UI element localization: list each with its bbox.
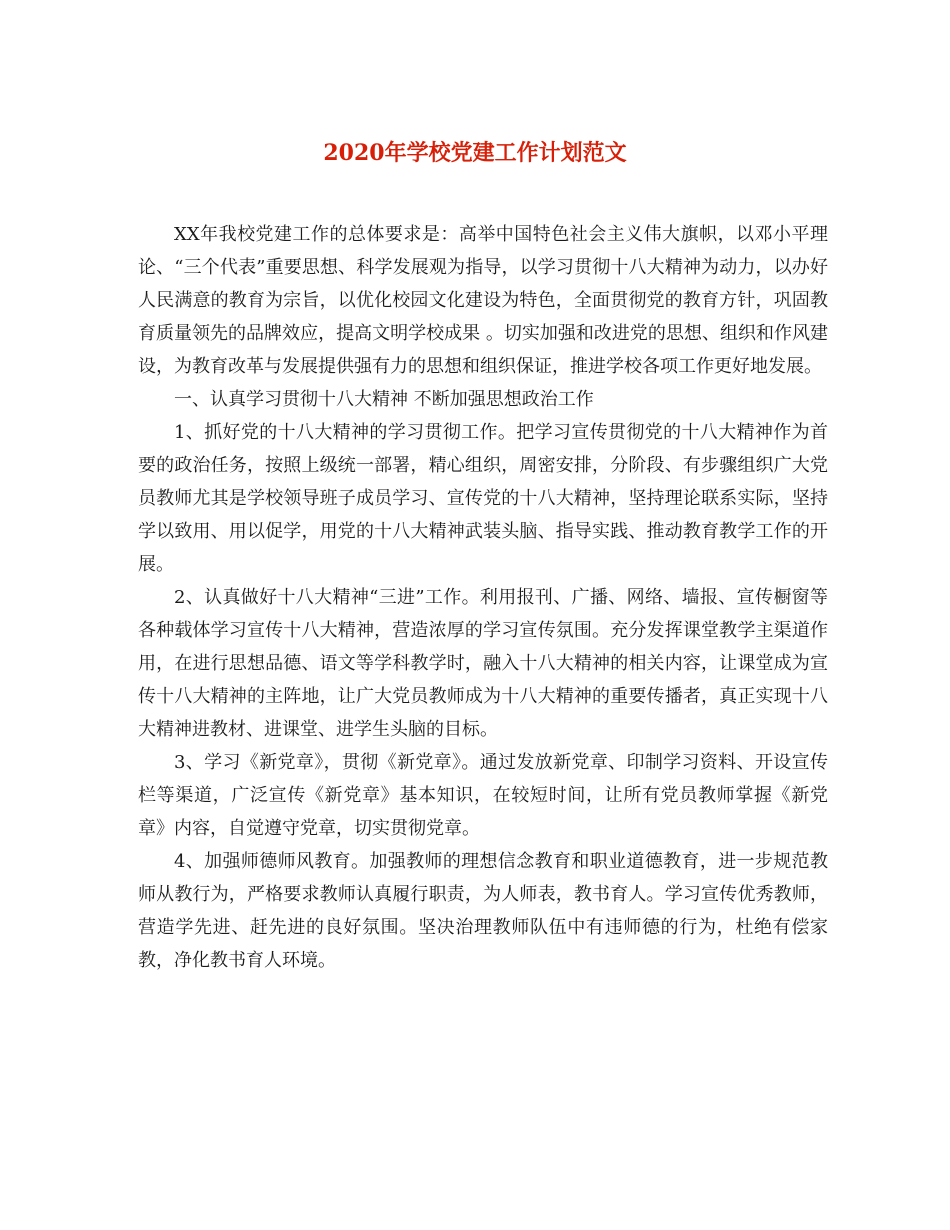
- paragraph-overview: XX年我校党建工作的总体要求是：高举中国特色社会主义伟大旗帜，以邓小平理论、“三个代表”重要思想、科学发展观为指导，以学习贯彻十八大精神为动力，以办好人民满意的教育为宗旨，以优化校园文化建设为特色，全面贯彻党的教育方针，巩固教育质量领先的品牌效应，提高文明学校成果 。切实加强和改进党的思想、组织和作风建设，为教育改革与发展提供强有力的思想和组织保证，推进学校各项工作更好地发展。: [138, 224, 828, 377]
- document-body: [138, 218, 828, 977]
- section-heading-1: 一、认真学习贯彻十八大精神 不断加强思想政治工作: [174, 389, 594, 410]
- paragraph-item-1: 1、抓好党的十八大精神的学习贯彻工作。把学习宣传贯彻党的十八大精神作为首要的政治任务，按照上级统一部署，精心组织，周密安排，分阶段、有步骤组织广大党员教师尤其是学校领导班子成员学习、宣传党的十八大精神，坚持理论联系实际，坚持学以致用、用以促学，用党的十八大精神武装头脑、指导实践、推动教育教学工作的开展。: [138, 422, 828, 575]
- paragraph-item-3: 3、学习《新党章》，贯彻《新党章》。通过发放新党章、印制学习资料、开设宣传栏等渠道，广泛宣传《新党章》基本知识，在较短时间，让所有党员教师掌握《新党章》内容，自觉遵守党章，切实贯彻党章。: [138, 752, 828, 839]
- paragraph-item-4: 4、加强师德师风教育。加强教师的理想信念教育和职业道德教育，进一步规范教师从教行为，严格要求教师认真履行职责，为人师表，教书育人。学习宣传优秀教师，营造学先进、赶先进的良好氛围。坚决治理教师队伍中有违师德的行为，杜绝有偿家教，净化教书育人环境。: [138, 851, 828, 971]
- document-title: 2020年学校党建工作计划范文: [323, 140, 627, 166]
- paragraph-item-2: 2、认真做好十八大精神“三进”工作。利用报刊、广播、网络、墙报、宣传橱窗等各种载体学习宣传十八大精神，营造浓厚的学习宣传氛围。充分发挥课堂教学主渠道作用，在进行思想品德、语文等学科教学时，融入十八大精神的相关内容，让课堂成为宣传十八大精神的主阵地，让广大党员教师成为十八大精神的重要传播者，真正实现十八大精神进教材、进课堂、进学生头脑的目标。: [138, 587, 828, 740]
